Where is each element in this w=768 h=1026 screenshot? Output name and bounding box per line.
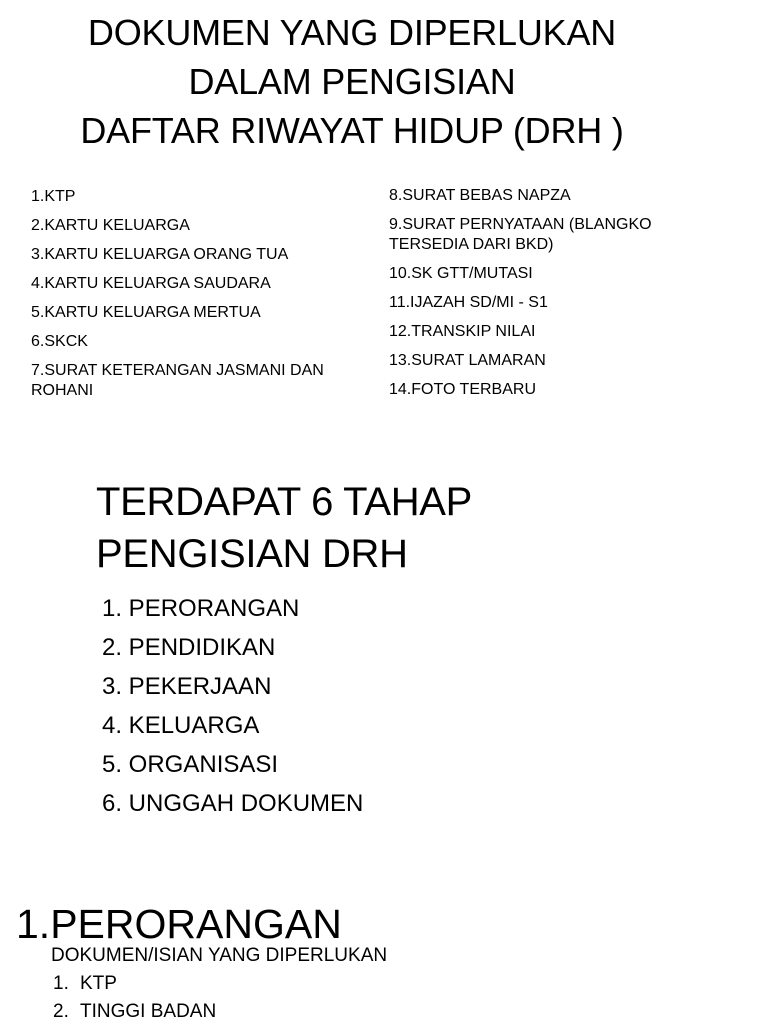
stage-item: 2. PENDIDIKAN	[102, 634, 276, 661]
document-item: 6.SKCK	[31, 333, 88, 350]
document-item: 10.SK GTT/MUTASI	[389, 265, 533, 282]
section-list	[53, 970, 216, 1026]
page-title-line-2: DALAM PENGISIAN	[188, 61, 516, 102]
list-number: 2.	[53, 1001, 69, 1022]
document-item: 11.IJAZAH SD/MI - S1	[389, 294, 548, 311]
stage-item: 6. UNGGAH DOKUMEN	[102, 790, 364, 817]
document-item: 4.KARTU KELUARGA SAUDARA	[31, 275, 271, 292]
stage-item: 3. PEKERJAAN	[102, 673, 272, 700]
document-item: 13.SURAT LAMARAN	[389, 352, 546, 369]
stages-list	[102, 589, 363, 823]
document-item: 12.TRANSKIP NILAI	[389, 323, 536, 340]
stages-heading-line-1: TERDAPAT 6 TAHAP	[96, 480, 473, 524]
stages-heading	[96, 476, 472, 580]
page-title-line-1: DOKUMEN YANG DIPERLUKAN	[87, 12, 617, 53]
page-title-line-3: DAFTAR RIWAYAT HIDUP (DRH )	[80, 110, 624, 151]
section-heading: 1.PERORANGAN	[16, 901, 342, 947]
page-title	[0, 8, 704, 155]
stage-item: 5. ORGANISASI	[102, 751, 279, 778]
documents-list-left	[31, 187, 376, 410]
documents-list-right	[389, 186, 734, 409]
document-item: 3.KARTU KELUARGA ORANG TUA	[31, 246, 289, 263]
section-subheading: DOKUMEN/ISIAN YANG DIPERLUKAN	[51, 945, 388, 966]
stage-item: 1. PERORANGAN	[102, 595, 300, 622]
section-list-item	[53, 998, 216, 1026]
section-list-item	[53, 970, 216, 998]
document-item: 1.KTP	[31, 188, 76, 205]
document-item: 7.SURAT KETERANGAN JASMANI DAN ROHANI	[31, 362, 324, 399]
stage-item: 4. KELUARGA	[102, 712, 260, 739]
list-number: 1.	[53, 973, 69, 994]
document-item: 9.SURAT PERNYATAAN (BLANGKO TERSEDIA DARI BKD)	[389, 216, 652, 253]
document-item: 14.FOTO TERBARU	[389, 381, 536, 398]
list-text: TINGGI BADAN	[80, 1001, 217, 1022]
list-text: KTP	[80, 973, 117, 994]
document-item: 5.KARTU KELUARGA MERTUA	[31, 304, 261, 321]
document-item: 8.SURAT BEBAS NAPZA	[389, 187, 571, 204]
stages-heading-line-2: PENGISIAN DRH	[96, 532, 408, 576]
document-item: 2.KARTU KELUARGA	[31, 217, 190, 234]
